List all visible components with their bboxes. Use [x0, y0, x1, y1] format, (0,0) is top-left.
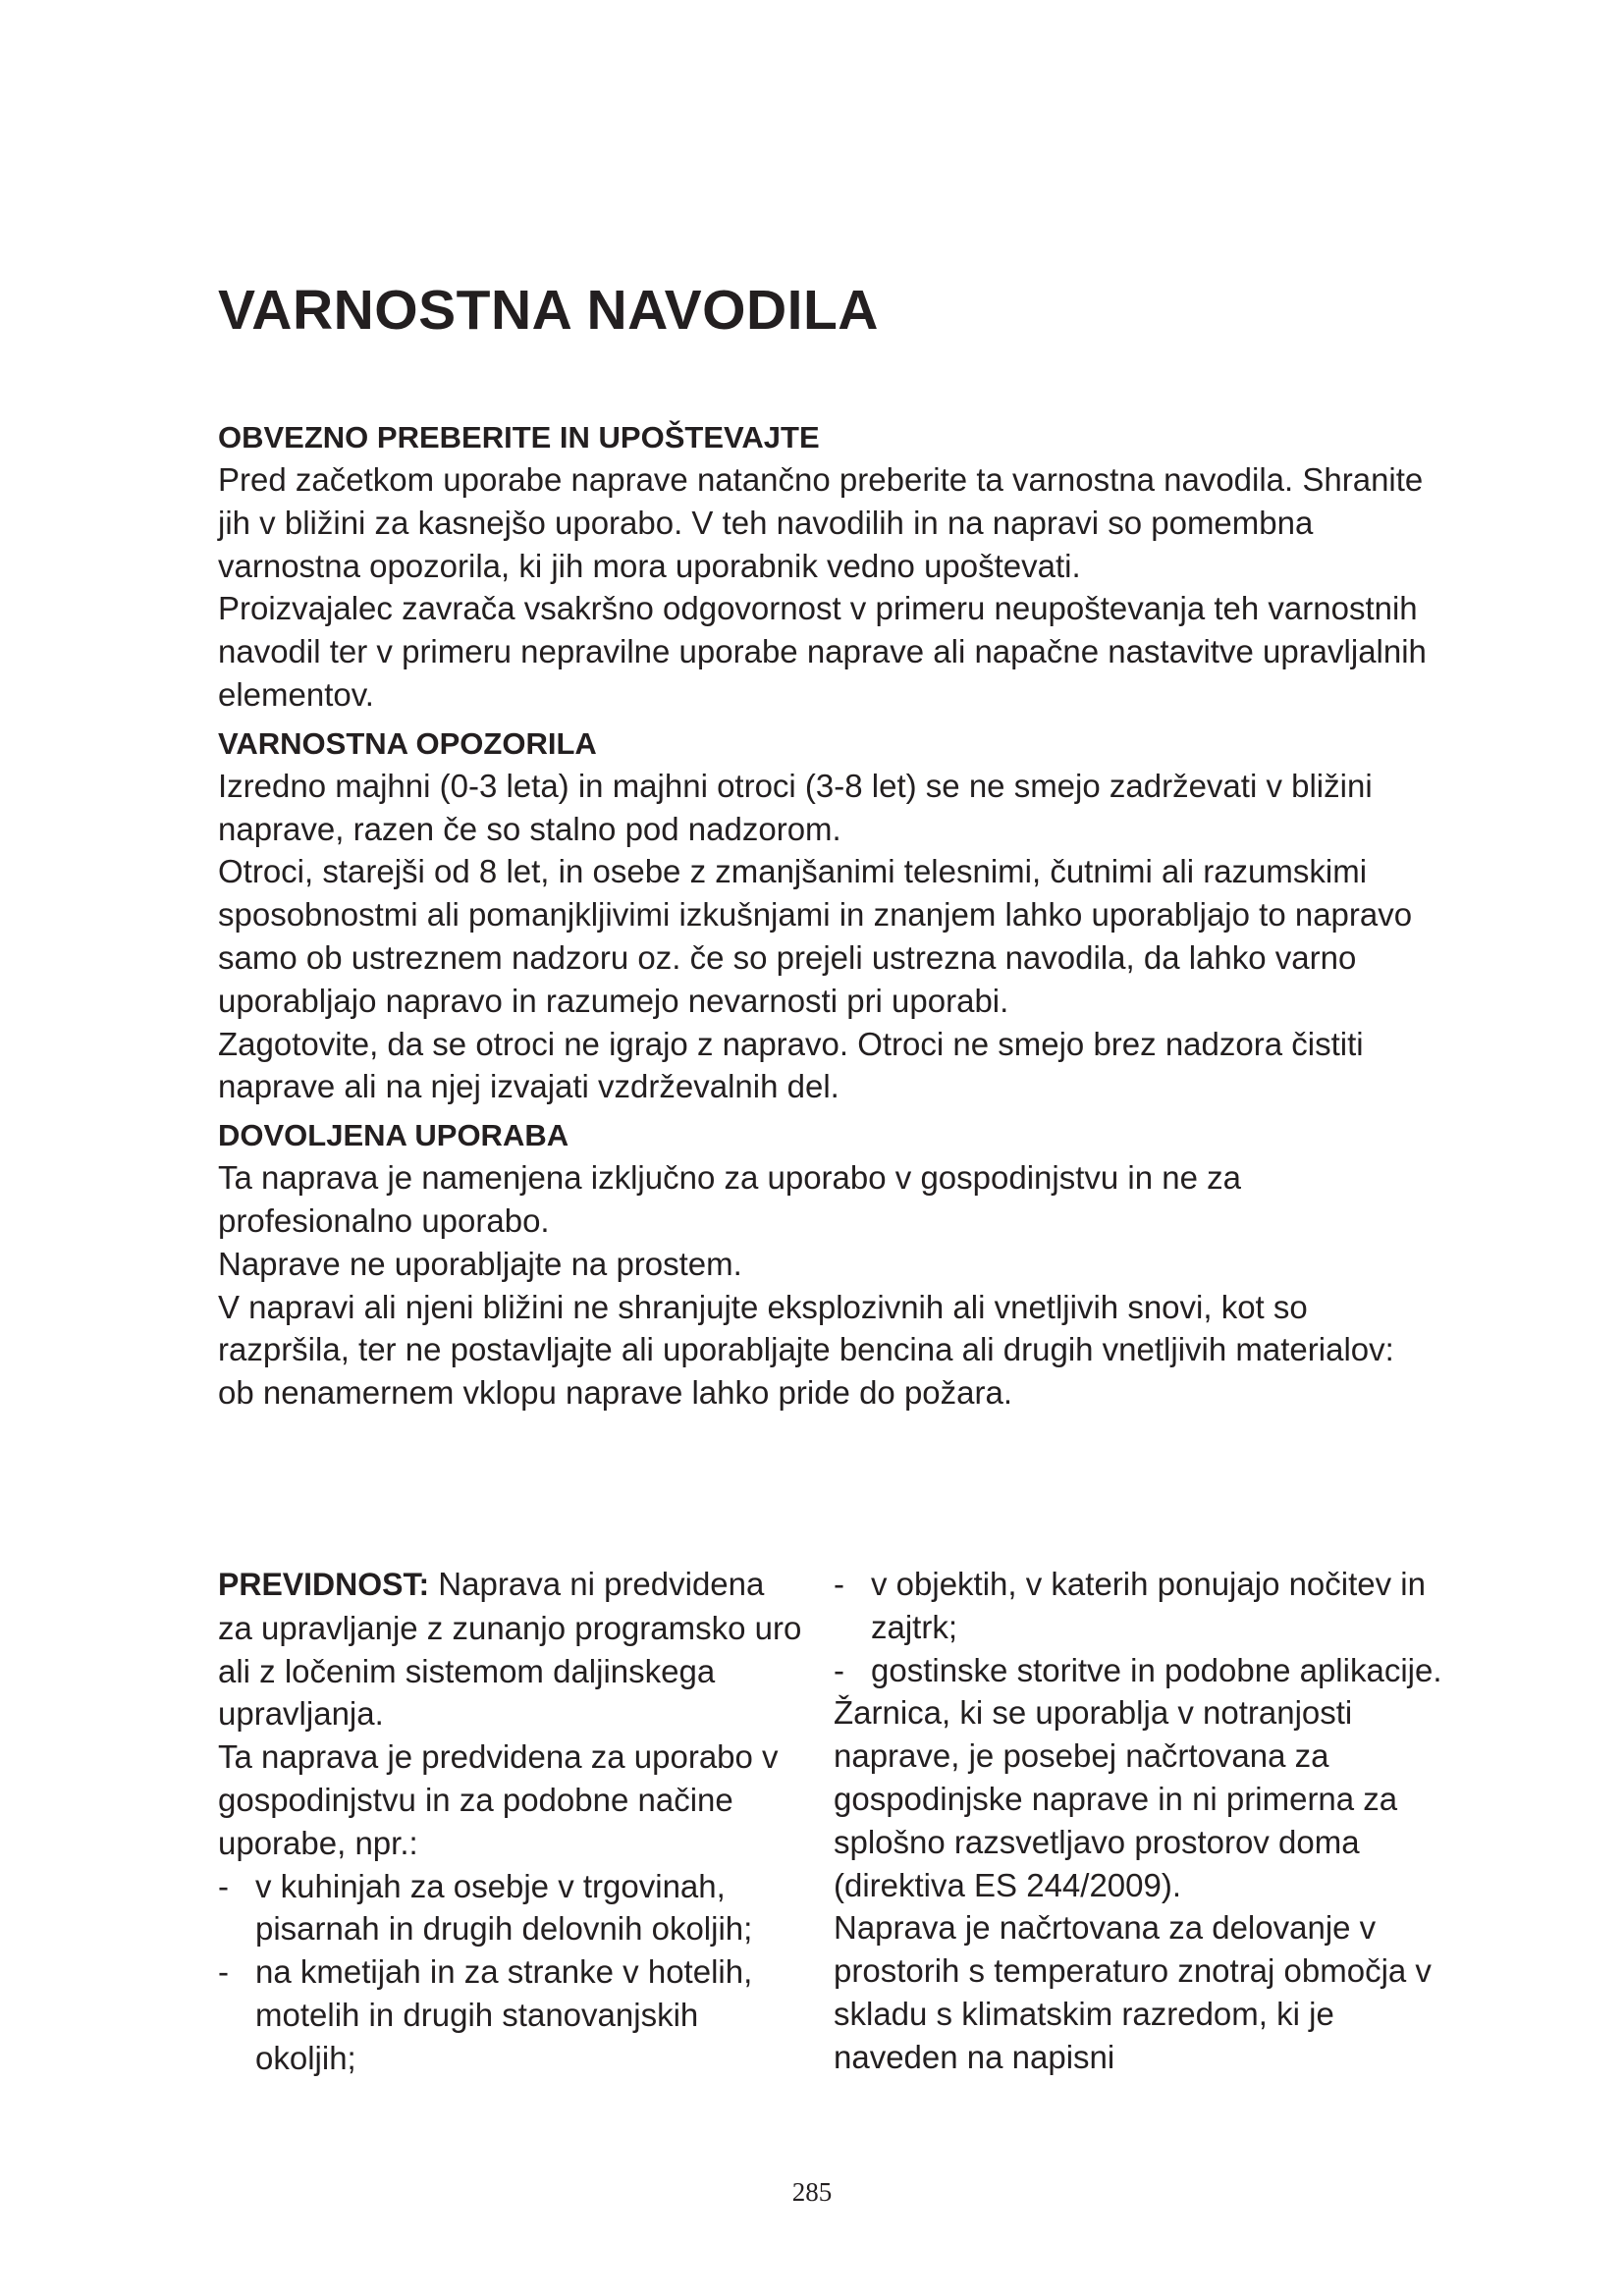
bullet-dash: -	[218, 1867, 229, 1904]
caution-label: PREVIDNOST:	[218, 1567, 430, 1602]
left-column	[218, 1563, 807, 2080]
paragraph: Izredno majhni (0-3 leta) in majhni otroci (3-8 let) se ne smejo zadrževati v bližini naprave, razen če so stalno pod nadzorom.	[218, 767, 1373, 847]
list-item-text: gostinske storitve in podobne aplikacije.	[871, 1651, 1442, 1688]
bullet-list	[218, 1865, 807, 2080]
right-column	[834, 1563, 1442, 2079]
paragraph: Otroci, starejši od 8 let, in osebe z zmanjšanimi telesnimi, čutnimi ali razumskimi sposobnostmi ali pomanjkljivimi izkušnjami in znanjem lahko uporabljajo to napravo samo ob ustreznem nadzoru oz. če so prejeli ustrezna navodila, da lahko varno uporabljajo napravo in razumejo nevarnosti pri uporabi.	[218, 853, 1413, 1019]
list-item	[834, 1563, 1442, 1649]
caution-text: Naprava ni predvidena za upravljanje z zunanjo programsko uro ali z ločenim sistemom daljinskega upravljanja.	[218, 1566, 802, 1733]
two-column-section	[218, 1563, 1442, 2152]
list-item	[834, 1649, 1442, 1692]
page-number: 285	[791, 2177, 833, 2207]
paragraph: Zagotovite, da se otroci ne igrajo z napravo. Otroci ne smejo brez nadzora čistiti naprave ali na njej izvajati vzdrževalnih del.	[218, 1025, 1364, 1105]
paragraph: Proizvajalec zavrača vsakršno odgovornost v primeru neupoštevanja teh varnostnih navodil ter v primeru nepravilne uporabe naprave ali napačne nastavitve upravljalnih elementov.	[218, 590, 1427, 713]
paragraph: Pred začetkom uporabe naprave natančno preberite ta varnostna navodila. Shranite jih v bližini za kasnejšo uporabo. V teh navodilih in na napravi so pomembna varnostna opozorila, ki jih mora uporabnik vedno upoštevati.	[218, 461, 1424, 584]
section-obvezno	[218, 417, 1435, 717]
bullet-dash: -	[834, 1566, 844, 1602]
paragraph: Naprava je načrtovana za delovanje v prostorih s temperaturo znotraj območja v skladu s klimatskim razredom, ki je naveden na napisni	[834, 1909, 1432, 2075]
section-dovoljena-uporaba	[218, 1115, 1435, 1415]
caution-paragraph	[218, 1563, 807, 1735]
bullet-dash: -	[834, 1651, 844, 1688]
bullet-dash: -	[218, 1953, 229, 1991]
paragraph: Naprave ne uporabljajte na prostem.	[218, 1245, 742, 1282]
section-heading: OBVEZNO PREBERITE IN UPOŠTEVAJTE	[218, 420, 820, 454]
list-item-text: na kmetijah in za stranke v hotelih, motelih in drugih stanovanjskih okoljih;	[255, 1953, 753, 2076]
bullet-list	[834, 1563, 1442, 1691]
page-title: VARNOSTNA NAVODILA	[218, 279, 879, 342]
list-item-text: v objektih, v katerih ponujajo nočitev in zajtrk;	[871, 1566, 1426, 1645]
paragraph: V napravi ali njeni bližini ne shranjujte eksplozivnih ali vnetljivih snovi, kot so razpršila, ter ne postavljajte ali uporabljajte bencina ali drugih vnetljivih materialov: ob nenamernem vklopu naprave lahko pride do požara.	[218, 1288, 1394, 1412]
list-item	[218, 1950, 807, 2079]
paragraph: Žarnica, ki se uporablja v notranjosti naprave, je posebej načrtovana za gospodinjske naprave in ni primerna za splošno razsvetljavo prostorov doma (direktiva ES 244/2009).	[834, 1694, 1398, 1903]
main-content	[218, 417, 1435, 1421]
paragraph: Ta naprava je predvidena za uporabo v gospodinjstvu in za podobne načine uporabe, npr.:	[218, 1738, 779, 1861]
list-item-text: v kuhinjah za osebje v trgovinah, pisarnah in drugih delovnih okoljih;	[255, 1867, 753, 1948]
section-heading: DOVOLJENA UPORABA	[218, 1118, 569, 1153]
list-item	[218, 1865, 807, 1951]
section-heading: VARNOSTNA OPOZORILA	[218, 725, 597, 761]
paragraph: Ta naprava je namenjena izključno za uporabo v gospodinjstvu in ne za profesionalno uporabo.	[218, 1159, 1241, 1239]
section-varnostna-opozorila	[218, 723, 1435, 1108]
